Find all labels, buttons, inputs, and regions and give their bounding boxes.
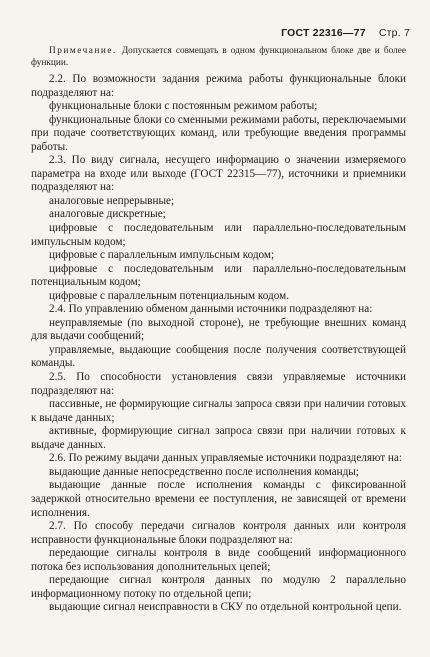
document-body [31,45,406,615]
page-header [281,27,410,39]
paragraph: функциональные блоки с постоянным режимом работы; [49,100,318,113]
paragraph: 2.3. По виду сигнала, несущего информацию о значении измеряемого параметра на входе или выходе (ГОСТ 22315—77), источники и приемники подразделяют на: [31,154,406,194]
paragraph: активные, формирующие сигнал запроса связи при наличии готовых к выдаче данных. [31,425,406,451]
paragraph: передающие сигнал контроля данных по модулю 2 параллельно информационному потоку по отдельной цепи; [31,574,406,600]
paragraph: цифровые с параллельным потенциальным кодом. [49,289,290,302]
paragraph: передающие сигналы контроля в виде сообщений информационного потока без использования дополнительных цепей; [31,547,406,573]
paragraph: 2.6. По режиму выдачи данных управляемые источники подразделяют на: [49,452,402,465]
paragraph: цифровые с последовательным или параллельно-последовательным импульсным кодом; [31,222,406,248]
paragraph: пассивные, не формирующие сигналы запроса связи при наличии готовых к выдаче данных; [31,398,406,424]
paragraph: функциональные блоки со сменными режимами работы, переключаемыми при подаче соответствующих команд, или требующие введения программы работы. [31,113,406,153]
standard-number: ГОСТ 22316—77 [281,27,366,39]
page-number: Стр. 7 [378,27,410,39]
paragraph: цифровые с последовательным или параллельно-последовательным потенциальным кодом; [31,262,406,289]
paragraph: 2.2. По возможности задания режима работы функциональные блоки подразделяют на: [31,73,406,99]
paragraph: 2.5. По способности установления связи управляемые источники подразделяют на: [31,371,406,397]
paragraph: аналоговые дискретные; [49,208,166,221]
paragraph: 2.7. По способу передачи сигналов контроля данных или контроля исправности функциональные блоки подразделяют на: [31,520,406,546]
paragraph: выдающие данные после исполнения команды с фиксированной задержкой относительно времени ее поступления, не зависящей от времени исполнения. [31,479,406,519]
paragraph: неуправляемые (по выходной стороне), не требующие внешних команд для выдачи сообщений; [31,316,406,343]
note-label: Примечание. [49,46,117,56]
note-text: Допускается совмещать в одном функциональном блоке две и более функции. [31,46,406,68]
paragraph: выдающие данные непосредственно после исполнения команды; [49,465,359,478]
paragraph: управляемые, выдающие сообщения после получения соответствующей команды. [31,343,406,370]
paragraph: аналоговые непрерывные; [49,194,175,207]
note-paragraph [31,45,406,69]
paragraph: 2.4. По управлению обменом данными источники подразделяют на: [49,303,373,316]
paragraph: выдающие сигнал неисправности в СКУ по отдельной контрольной цепи. [49,601,402,614]
paragraph: цифровые с параллельным импульсным кодом; [49,249,275,262]
